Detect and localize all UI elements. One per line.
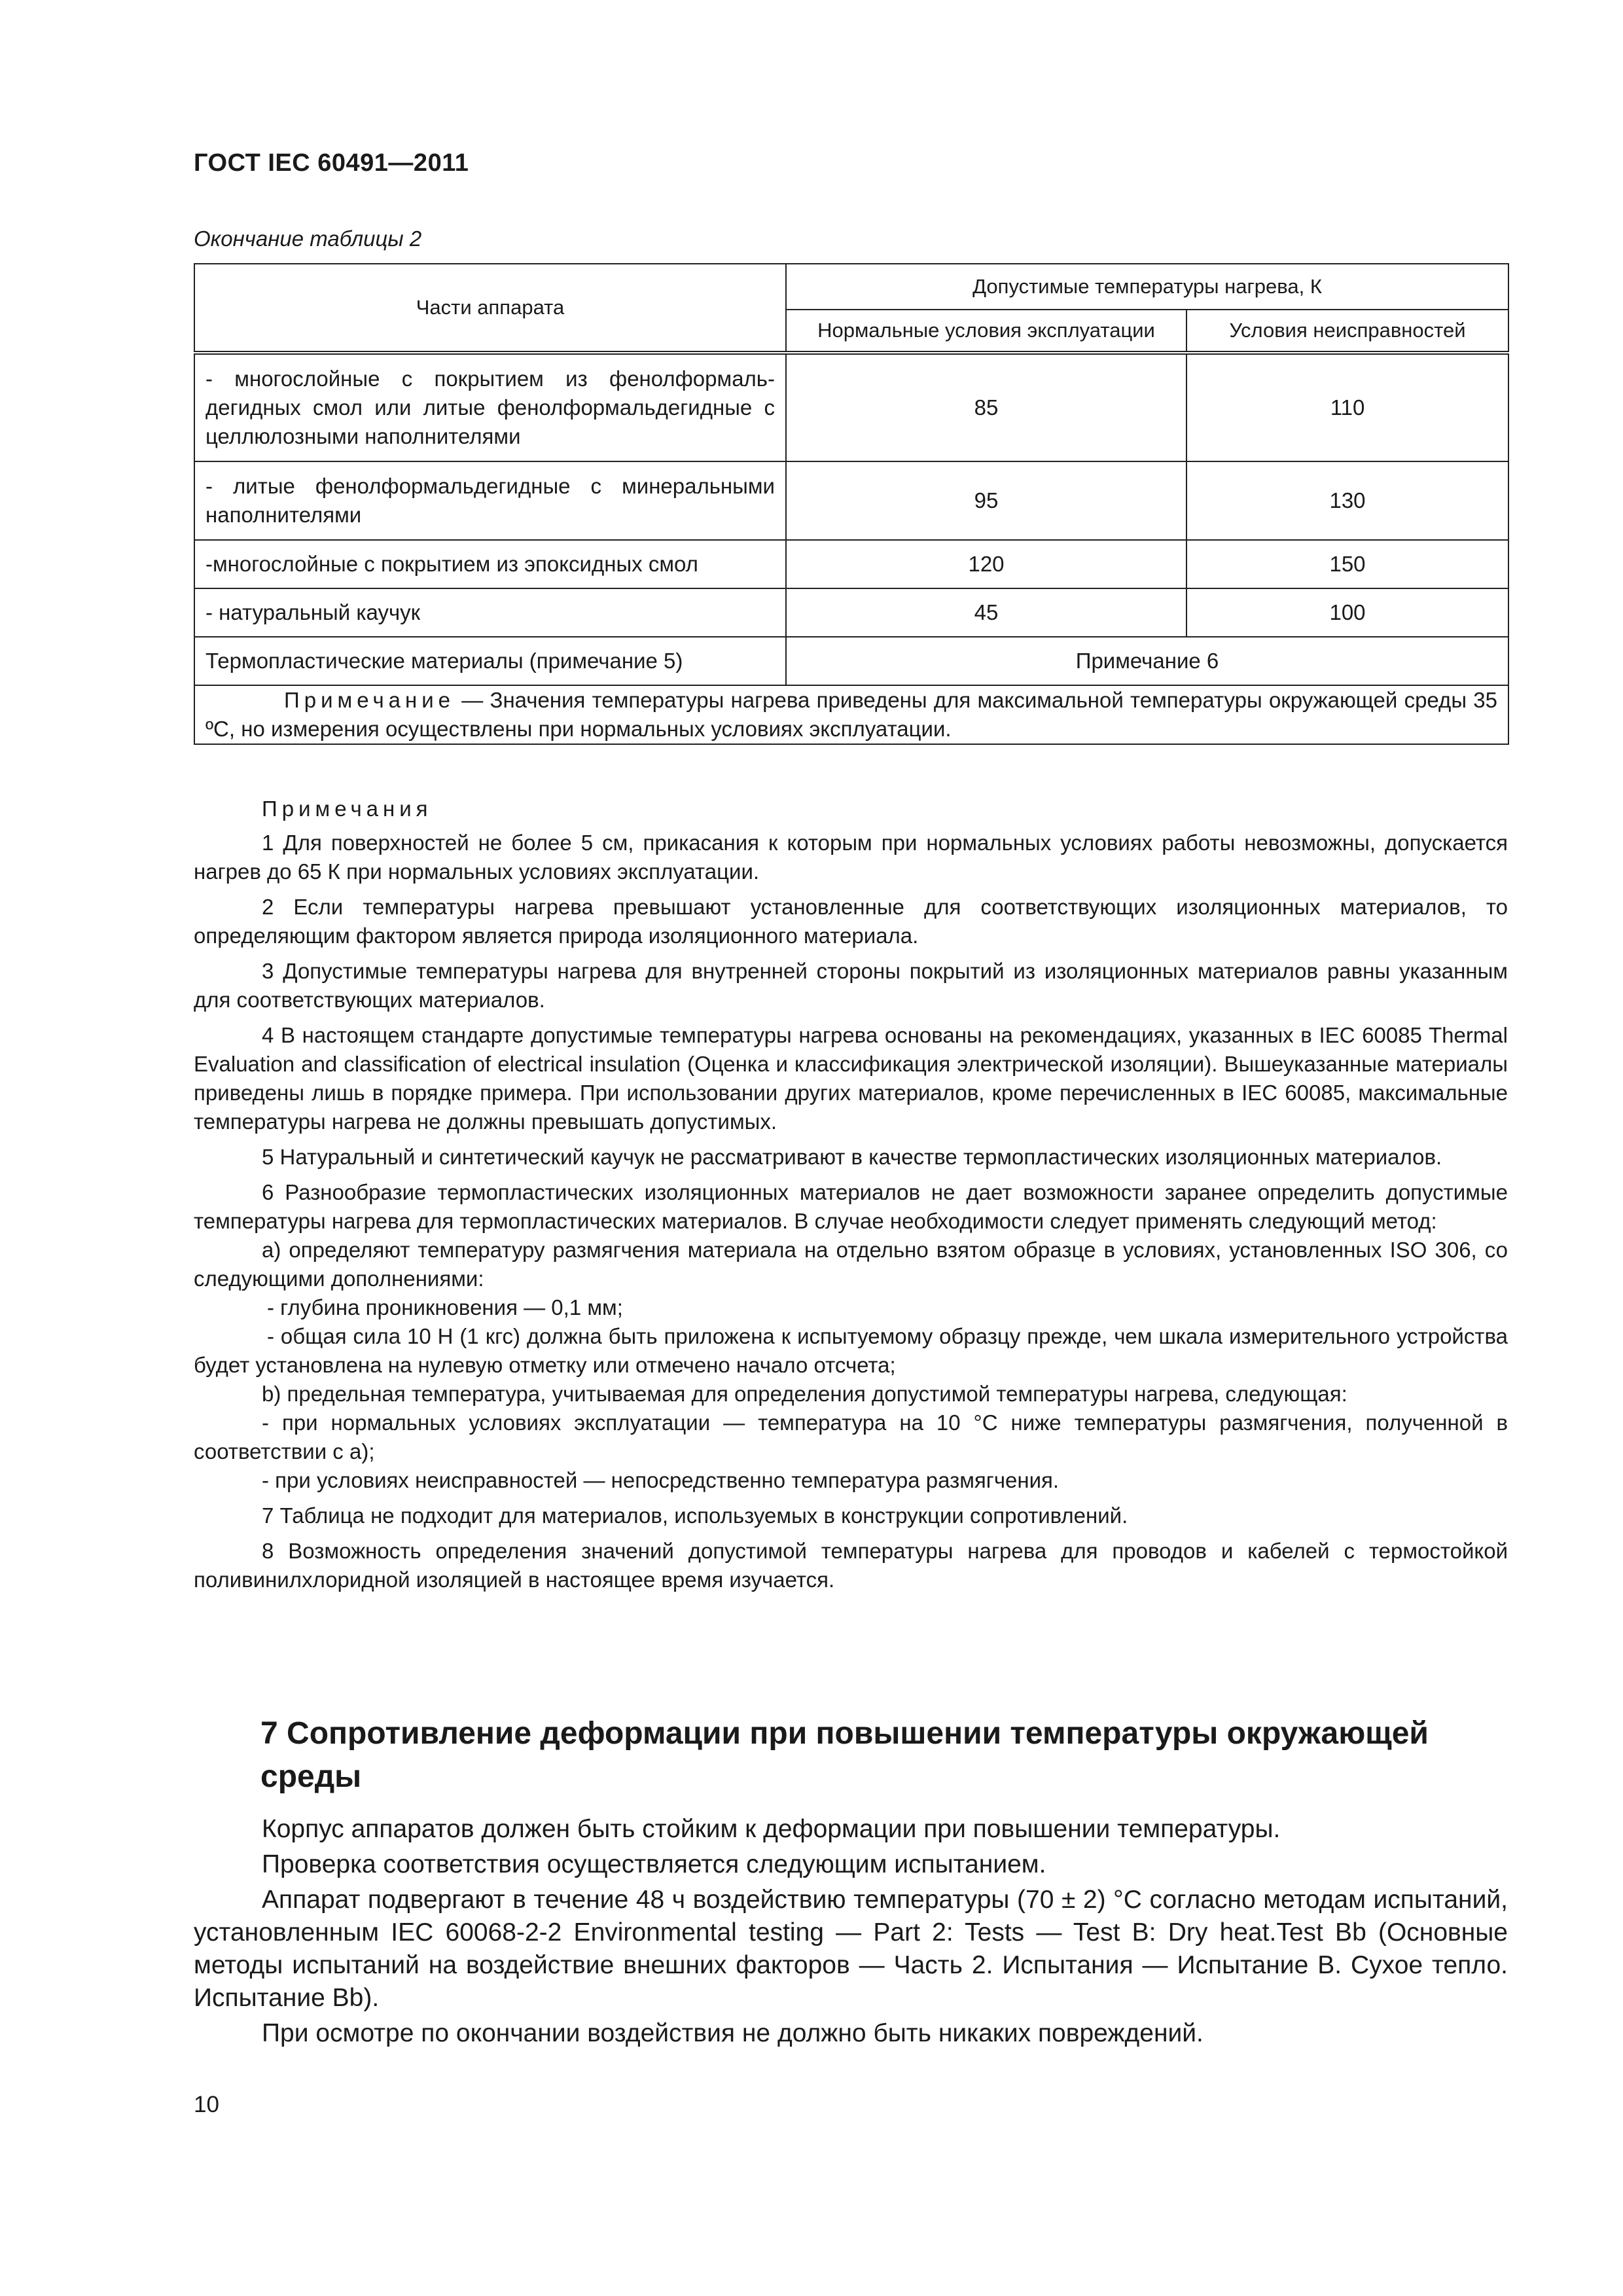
note-6a-item-1: - глубина проникновения — 0,1 мм; [267, 1295, 623, 1319]
note-6b-item-1: - при нормальных условиях эксплуатации — температура на 10 °С ниже температуры размягчения, полученной в соответствии с а); [194, 1410, 1508, 1463]
thermoplastic-part: Термопластические материалы (примечание 5) [194, 637, 786, 685]
section-body [194, 1813, 1508, 2053]
note-4: 4 В настоящем стандарте допустимые температуры нагрева основаны на рекомендациях, указанных в IEC 60085 Thermal Evaluation and classification of electrical insulation (Оценка и классификация электрической изоляции). Вышеуказанные материалы приведены лишь в порядке примера. При использовании других материалов, кроме перечисленных в IEC 60085, максимальные температуры нагрева не должны превышать допустимых. [194, 1023, 1508, 1134]
table-note-row [194, 685, 1508, 744]
note-1: 1 Для поверхностей не более 5 см, прикасания к которым при нормальных условиях работы невозможны, допускается нагрев до 65 К при нормальных условиях эксплуатации. [194, 831, 1508, 884]
header-temperature-group: Допустимые температуры нагрева, К [786, 264, 1508, 310]
thermoplastic-value: Примечание 6 [786, 637, 1508, 685]
note-8: 8 Возможность определения значений допустимой температуры нагрева для проводов и кабелей с термостойкой поливинилхлоридной изоляцией в настоящее время изучается. [194, 1539, 1508, 1592]
section-heading: 7 Сопротивление деформации при повышении температуры окружающей среды [260, 1716, 1429, 1794]
header-parts: Части аппарата [194, 264, 786, 353]
header-normal-conditions: Нормальные условия эксплуатации [786, 310, 1186, 353]
section-paragraph-3: Аппарат подвергают в течение 48 ч воздействию температуры (70 ± 2) °С согласно методам испытаний, установленным IEC 60068-2-2 Environmental testing — Part 2: Tests — Test B: Dry heat.Test Bb (Основные методы испытаний на воздействие внешних факторов — Часть 2. Испытания — Испытание В. Сухое тепло. Испытание Bb). [194, 1886, 1508, 2012]
row-normal-value: 95 [786, 461, 1186, 540]
note-3: 3 Допустимые температуры нагрева для внутренней стороны покрытий из изоляционных материалов равны указанным для соответствующих материалов. [194, 959, 1508, 1012]
row-normal-value: 85 [786, 353, 1186, 461]
row-fault-value: 150 [1186, 540, 1508, 588]
note-6b-item-2: - при условиях неисправностей — непосредственно температура размягчения. [262, 1468, 1060, 1492]
table-row [194, 588, 1508, 637]
table-note [194, 685, 1508, 744]
row-fault-value: 110 [1186, 353, 1508, 461]
section-paragraph-1: Корпус аппаратов должен быть стойким к деформации при повышении температуры. [262, 1815, 1281, 1843]
row-part: - натуральный каучук [194, 588, 786, 637]
row-fault-value: 100 [1186, 588, 1508, 637]
note-7: 7 Таблица не подходит для материалов, используемых в конструкции сопротивлений. [262, 1503, 1128, 1528]
notes-title: Примечания [262, 797, 433, 821]
table-caption: Окончание таблицы 2 [194, 226, 422, 251]
table-note-label: Примечание [284, 688, 455, 712]
table-row [194, 540, 1508, 588]
row-normal-value: 45 [786, 588, 1186, 637]
table-row [194, 461, 1508, 540]
header-fault-conditions: Условия неисправностей [1186, 310, 1508, 353]
note-2: 2 Если температуры нагрева превышают установленные для соответствующих изоляционных материалов, то определяющим фактором является природа изоляционного материала. [194, 895, 1508, 948]
section-paragraph-4: При осмотре по окончании воздействия не должно быть никаких повреждений. [262, 2019, 1204, 2047]
section-paragraph-2: Проверка соответствия осуществляется следующим испытанием. [262, 1850, 1046, 1878]
row-part: -многослойные с покрытием из эпоксидных смол [194, 540, 786, 588]
temperature-table [194, 263, 1509, 745]
table-row [194, 637, 1508, 685]
note-6a-item-2: - общая сила 10 Н (1 кгс) должна быть приложена к испытуемому образцу прежде, чем шкала измерительного устройства будет установлена на нулевую отметку или отмечено начало отсчета; [194, 1324, 1508, 1377]
row-fault-value: 130 [1186, 461, 1508, 540]
note-6: 6 Разнообразие термопластических изоляционных материалов не дает возможности заранее определить допустимые температуры нагрева для термопластических материалов. В случае необходимости следует применять следующий метод: [194, 1180, 1508, 1233]
row-part: - многослойные с покрытием из фенолформальдегидных смол или литые фенолформальдегидные с целлюлозными наполнителями [194, 353, 786, 461]
notes-block [194, 795, 1508, 1594]
note-5: 5 Натуральный и синтетический каучук не рассматривают в качестве термопластических изоляционных материалов. [262, 1145, 1442, 1169]
page-number: 10 [194, 2092, 219, 2117]
document-code-header: ГОСТ IEC 60491—2011 [194, 149, 469, 177]
note-6b: b) предельная температура, учитываемая для определения допустимой температуры нагрева, следующая: [262, 1382, 1347, 1406]
table-note-text: — Значения температуры нагрева приведены для максимальной температуры окружающей среды 35 ºС, но измерения осуществлены при нормальных условиях эксплуатации. [205, 688, 1497, 741]
table-row [194, 353, 1508, 461]
row-normal-value: 120 [786, 540, 1186, 588]
row-part: - литые фенолформальдегидные с минеральными наполнителями [194, 461, 786, 540]
note-6a: а) определяют температуру размягчения материала на отдельно взятом образце в условиях, установленных ISO 306, со следующими дополнениями: [194, 1238, 1508, 1291]
